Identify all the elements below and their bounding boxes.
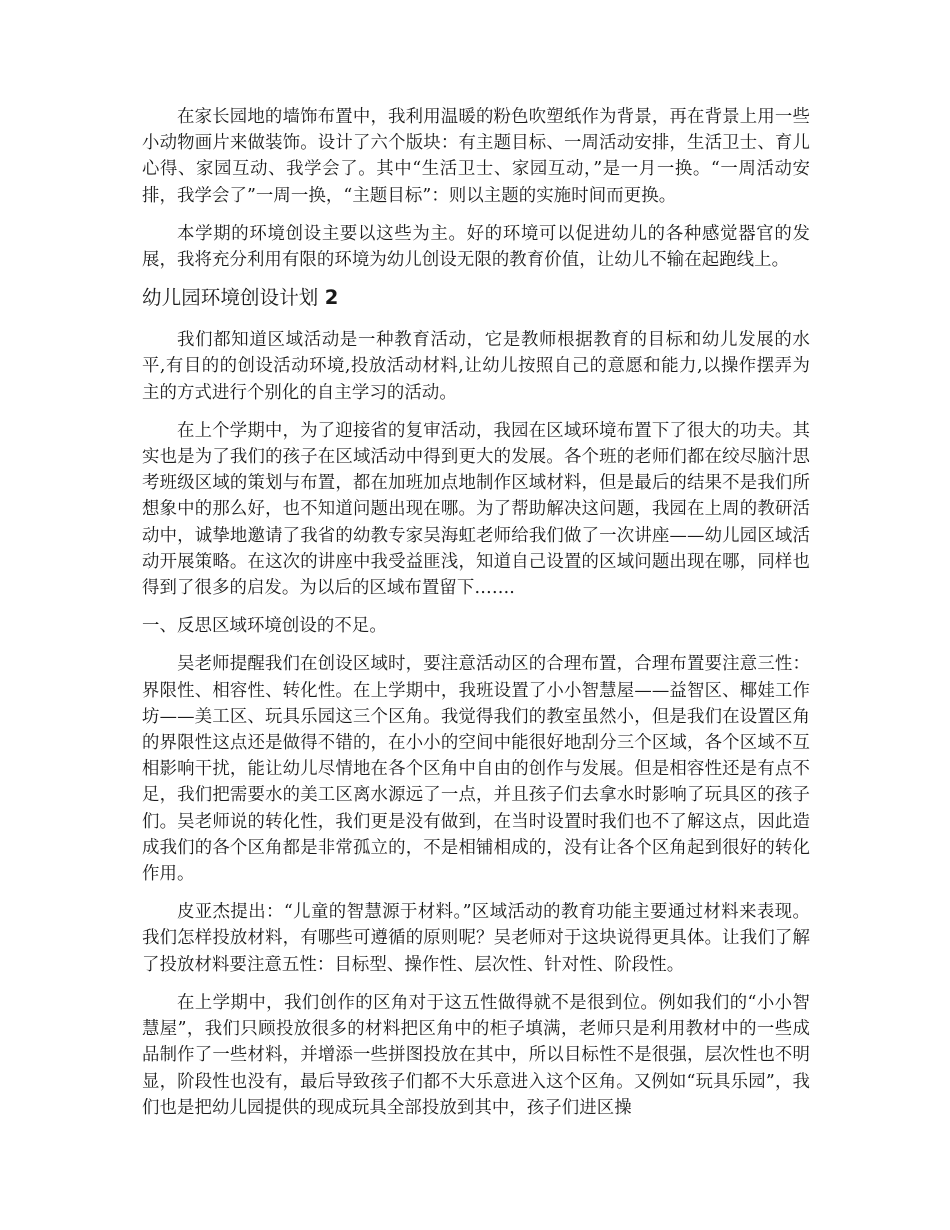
- paragraph-area-layout: 吴老师提醒我们在创设区域时，要注意活动区的合理布置，合理布置要注意三性：界限性、相容性、转化性。在上学期中，我班设置了小小智慧屋——益智区、椰娃工作坊——美工区、玩具乐园这三个区角。我觉得我们的教室虽然小，但是我们在设置区角的界限性这点还是做得不错的，在小小的空间中能很好地刮分三个区域，各个区域不互相影响干扰，能让幼儿尽情地在各个区角中自由的创作与发展。但是相容性还是有点不足，我们把需要水的美工区离水源远了一点，并且孩子们去拿水时影响了玩具区的孩子们。吴老师说的转化性，我们更是没有做到，在当时设置时我们也不了解这点，因此造成我们的各个区角都是非常孤立的，不是相铺相成的，没有让各个区角起到很好的转化作用。: [142, 654, 810, 885]
- paragraph-last-semester: 在上个学期中，为了迎接省的复审活动，我园在区域环境布置下了很大的功夫。其实也是为了我们的孩子在区域活动中得到更大的发展。各个班的老师们都在绞尽脑汁思考班级区域的策划与布置，都在加班加点地制作区域材料，但是最后的结果不是我们所想象中的那么好，也不知道问题出现在哪。为了帮助解决这问题，我园在上周的教研活动中，诚挚地邀请了我省的幼教专家吴海虹老师给我们做了一次讲座——幼儿园区域活动开展策略。在这次的讲座中我受益匪浅，知道自己设置的区域问题出现在哪，同样也得到了很多的启发。为以后的区域布置留下…….: [142, 420, 810, 599]
- heading-text: 幼儿园环境创设计划: [142, 286, 319, 310]
- document-page: [142, 104, 810, 1133]
- section-heading: [142, 285, 810, 311]
- subsection-title: 一、反思区域环境创设的不足。: [142, 616, 387, 637]
- paragraph-wall-decoration: 在家长园地的墙饰布置中，我利用温暖的粉色吹塑纸作为背景，再在背景上用一些小动物画片来做装饰。设计了六个版块：有主题目标、一周活动安排，生活卫士、育儿心得、家园互动、我学会了。其中“生活卫士、家园互动，”是一月一换。“一周活动安排，我学会了”一周一换，“主题目标”：则以主题的实施时间而更换。: [142, 107, 810, 206]
- paragraph-piaget-materials: 皮亚杰提出：“儿童的智慧源于材料。”区域活动的教育功能主要通过材料来表现。我们怎样投放材料，有哪些可遵循的原则呢？吴老师对于这块说得更具体。让我们了解了投放材料要注意五性：目标型、操作性、层次性、针对性、阶段性。: [142, 902, 810, 975]
- paragraph-five-principles: 在上学期中，我们创作的区角对于这五性做得就不是很到位。例如我们的“小小智慧屋”，我们只顾投放很多的材料把区角中的柜子填满，老师只是利用教材中的一些成品制作了一些材料，并增添一些拼图投放在其中，所以目标性不是很强，层次性也不明显，阶段性也没有，最后导致孩子们都不大乐意进入这个区角。又例如“玩具乐园”，我们也是把幼儿园提供的现成玩具全部投放到其中，孩子们进区操: [142, 992, 810, 1118]
- paragraph-area-activity-definition: 我们都知道区域活动是一种教育活动，它是教师根据教育的目标和幼儿发展的水平,有目的的创设活动环境,投放活动材料,让幼儿按照自己的意愿和能力,以操作摆弄为主的方式进行个别化的自主学习的活动。: [142, 330, 810, 403]
- paragraph-environment-summary: 本学期的环境创设主要以这些为主。好的环境可以促进幼儿的各种感觉器官的发展，我将充分利用有限的环境为幼儿创设无限的教育价值，让幼儿不输在起跑线上。: [142, 223, 810, 271]
- heading-number: 2: [324, 286, 339, 310]
